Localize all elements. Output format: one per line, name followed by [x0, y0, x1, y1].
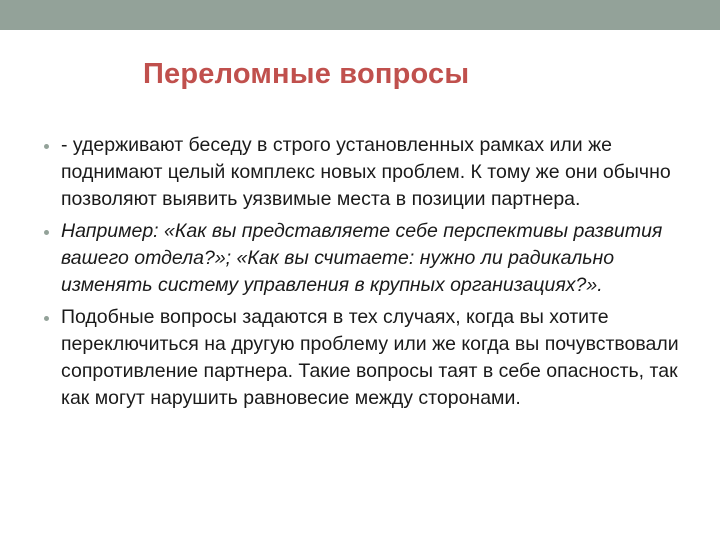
- bullet-item: [44, 304, 684, 412]
- top-accent-bar: [0, 0, 720, 30]
- bullet-item-example: [44, 218, 684, 299]
- bullet-marker-icon: [44, 316, 49, 321]
- bullet-marker-icon: [44, 144, 49, 149]
- bullet-item: [44, 132, 684, 213]
- bullet-list: [44, 132, 684, 417]
- bullet-text: Например: «Как вы представляете себе перспективы развития вашего отдела?»; «Как вы считаете: нужно ли радикально изменять систему управления в крупных организациях?».: [61, 220, 663, 296]
- slide-title: Переломные вопросы: [143, 58, 470, 90]
- bullet-text: Подобные вопросы задаются в тех случаях, когда вы хотите переключиться на другую проблему или же когда вы почувствовали сопротивление партнера. Такие вопросы таят в себе опасность, так как могут нарушить равновесие между сторонами.: [61, 306, 679, 409]
- bullet-marker-icon: [44, 230, 49, 235]
- bullet-text: - удерживают беседу в строго установленных рамках или же поднимают целый комплекс новых проблем. К тому же они обычно позволяют выявить уязвимые места в позиции партнера.: [61, 134, 671, 210]
